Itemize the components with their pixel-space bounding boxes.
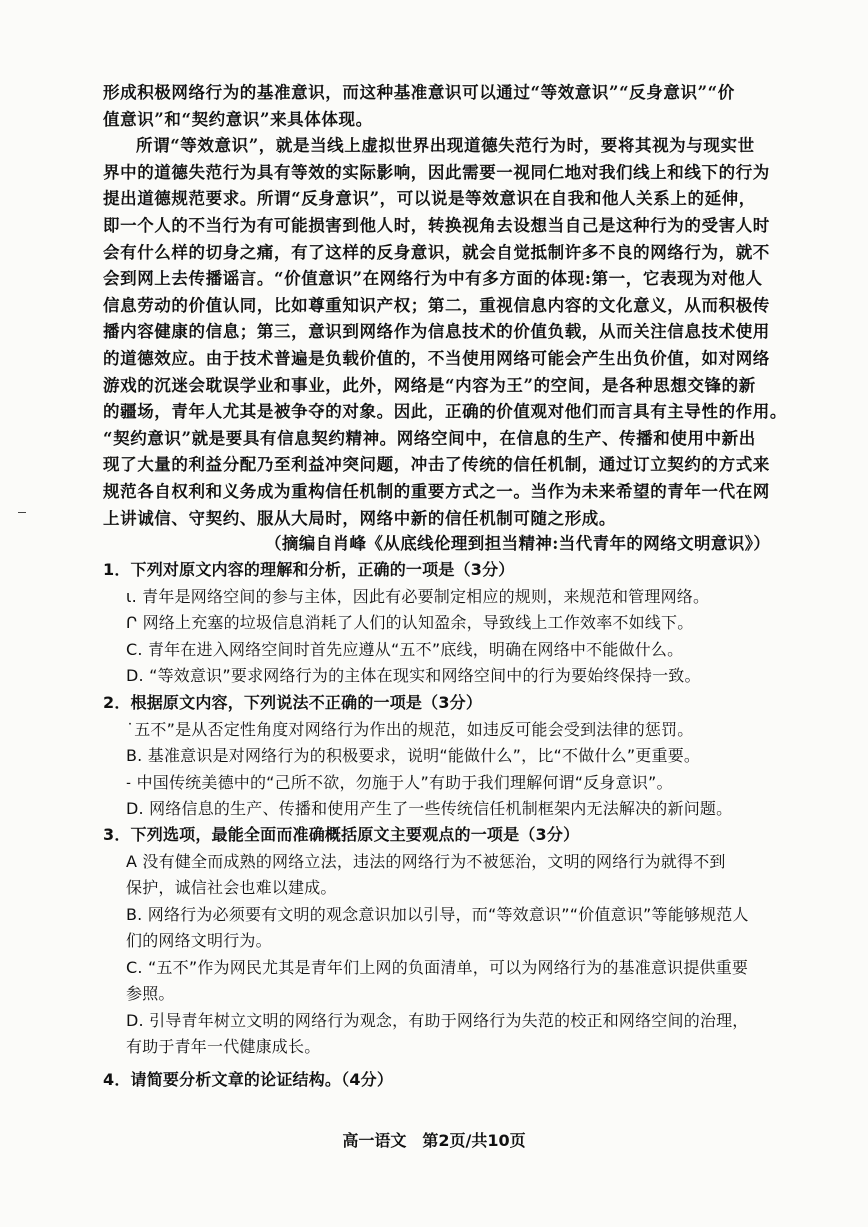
passage-line: 界中的道德失范行为具有等效的实际影响，因此需要一视同仁地对我们线上和线下的行为 [103, 162, 770, 182]
option-b[interactable]: B. 网络行为必须要有文明的观念意识加以引导，而“等效意识”“价值意识”等能够规范人 [126, 904, 749, 924]
question-stem: 2．根据原文内容，下列说法不正确的一项是（3分） [103, 693, 483, 712]
margin-mark [18, 512, 26, 513]
passage-source: （摘编自肖峰《从底线伦理到担当精神:当代青年的网络文明意识》） [265, 534, 771, 553]
option-b[interactable]: Ր 网络上充塞的垃圾信息消耗了人们的认知盈余，导致线上工作效率不如线下。 [126, 613, 694, 632]
option-a[interactable]: A 没有健全而成熟的网络立法，违法的网络行为不被惩治，文明的网络行为就得不到 [126, 851, 726, 871]
option-c[interactable]: ˗ 中国传统美德中的“己所不欲，勿施于人”有助于我们理解何谓“反身意识”。 [126, 772, 673, 792]
passage-line: 即一个人的不当行为有可能损害到他人时，转换视角去设想当自己是这种行为的受害人时 [103, 215, 770, 235]
question-stem: 1．下列对原文内容的理解和分析，正确的一项是（3分） [103, 560, 515, 579]
question-stem: 3．下列选项，最能全面而准确概括原文主要观点的一项是（3分） [103, 825, 580, 844]
question-2 [103, 690, 793, 823]
option-d-continued: 有助于青年一代健康成长。 [126, 1037, 321, 1056]
passage-line: 形成积极网络行为的基准意识，而这种基准意识可以通过“等效意识”“反身意识”“价 [103, 83, 735, 102]
option-a[interactable]: ι. 青年是网络空间的参与主体，因此有必要制定相应的规则，来规范和管理网络。 [126, 586, 710, 606]
question-3 [103, 822, 793, 1061]
option-c[interactable]: C. “五不”作为网民尤其是青年们上网的负面清单，可以为网络行为的基准意识提供重要 [126, 957, 749, 977]
passage-line: 信息劳动的价值认同，比如尊重知识产权；第二，重视信息内容的文化意义，从而积极传 [103, 295, 770, 315]
option-d[interactable]: D. 引导青年树立文明的网络行为观念，有助于网络行为失范的校正和网络空间的治理， [126, 1010, 749, 1030]
question-4 [103, 1067, 793, 1094]
option-c[interactable]: C. 青年在进入网络空间时首先应遵从“五不”底线，明确在网络中不能做什么。 [126, 639, 684, 659]
passage-line: 游戏的沉迷会耽误学业和事业，此外，网络是“内容为王”的空间，是各种思想交锋的新 [103, 375, 756, 395]
passage-line: 规范各自权利和义务成为重构信任机制的重要方式之一。当作为未来希望的青年一代在网 [103, 481, 770, 501]
passage-line: 会到网上去传播谣言。“价值意识”在网络行为中有多方面的体现:第一，它表现为对他人 [103, 269, 763, 289]
option-a[interactable]: ˙五不”是从否定性角度对网络行为作出的规范，如违反可能会受到法律的惩罚。 [126, 719, 694, 739]
passage-line: 会有什么样的切身之痛，有了这样的反身意识，就会自觉抵制许多不良的网络行为，就不 [103, 242, 770, 262]
option-d[interactable]: D. 网络信息的生产、传播和使用产生了一些传统信任机制框架内无法解决的新问题。 [126, 799, 733, 818]
passage-text [103, 80, 787, 532]
passage-line: 播内容健康的信息；第三，意识到网络作为信息技术的价值负载，从而关注信息技术使用 [103, 322, 770, 342]
passage-line: 的疆场，青年人尤其是被争夺的对象。因此，正确的价值观对他们而言具有主导性的作用。 [103, 402, 787, 422]
option-b-continued: 们的网络文明行为。 [126, 931, 272, 950]
passage-line: 所谓“等效意识”，就是当线上虚拟世界出现道德失范行为时，要将其视为与现实世 [136, 136, 755, 156]
passage-line: “契约意识”就是要具有信息契约精神。网络空间中，在信息的生产、传播和使用中新出 [103, 428, 756, 448]
option-a-continued: 保护，诚信社会也难以建成。 [126, 878, 337, 897]
option-c-continued: 参照。 [126, 984, 175, 1003]
passage-line: 的道德效应。由于技术普遍是负载价值的，不当使用网络可能会产生出负价值，如对网络 [103, 348, 770, 368]
page-footer: 高一语文 第2页/共10页 [342, 1131, 526, 1150]
passage-line: 上讲诚信、守契约、服从大局时，网络中新的信任机制可随之形成。 [103, 508, 616, 528]
question-stem: 4．请简要分析文章的论证结构。（4分） [103, 1070, 394, 1089]
question-1 [103, 557, 793, 690]
passage-line: 提出道德规范要求。所谓“反身意识”，可以说是等效意识在自我和他人关系上的延伸， [103, 189, 756, 209]
passage-line: 值意识”和“契约意识”来具体体现。 [103, 109, 373, 129]
option-d[interactable]: D. “等效意识”要求网络行为的主体在现实和网络空间中的行为要始终保持一致。 [126, 666, 701, 685]
passage-line: 现了大量的利益分配乃至利益冲突问题，冲击了传统的信任机制，通过订立契约的方式来 [103, 455, 770, 475]
option-b[interactable]: B. 基准意识是对网络行为的积极要求，说明“能做什么”，比“不做什么”更重要。 [126, 746, 701, 765]
